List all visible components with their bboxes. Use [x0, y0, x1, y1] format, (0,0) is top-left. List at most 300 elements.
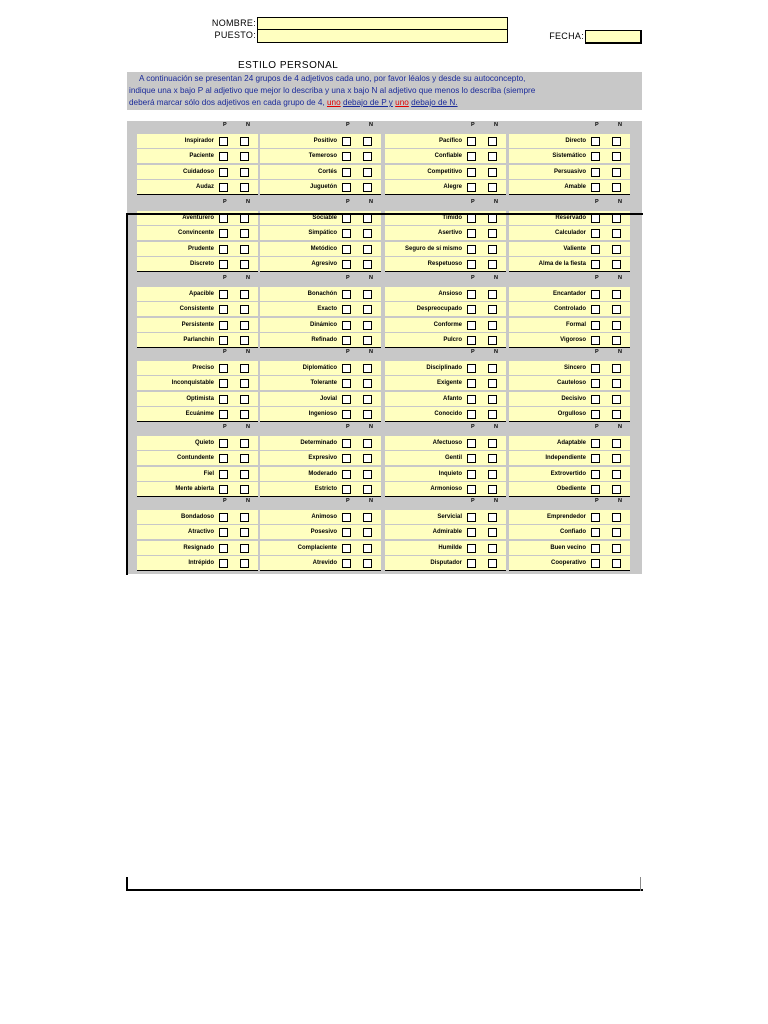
p-checkbox[interactable] [342, 137, 351, 146]
p-checkbox[interactable] [591, 260, 600, 269]
n-checkbox[interactable] [612, 245, 621, 254]
p-checkbox[interactable] [342, 305, 351, 314]
n-checkbox[interactable] [240, 214, 249, 223]
n-checkbox[interactable] [363, 137, 372, 146]
adjective-label: Humilde [438, 544, 462, 551]
n-checkbox[interactable] [363, 485, 372, 494]
n-checkbox[interactable] [488, 485, 497, 494]
p-checkbox[interactable] [467, 290, 476, 299]
n-checkbox[interactable] [612, 379, 621, 388]
fecha-label: FECHA: [549, 31, 584, 41]
n-checkbox[interactable] [240, 513, 249, 522]
n-checkbox[interactable] [240, 290, 249, 299]
p-checkbox[interactable] [467, 485, 476, 494]
p-checkbox[interactable] [219, 214, 228, 223]
n-checkbox[interactable] [240, 559, 249, 568]
n-checkbox[interactable] [612, 544, 621, 553]
p-checkbox[interactable] [467, 321, 476, 330]
p-checkbox[interactable] [591, 321, 600, 330]
n-checkbox[interactable] [488, 513, 497, 522]
n-column-label: N [369, 349, 373, 355]
p-checkbox[interactable] [591, 395, 600, 404]
n-checkbox[interactable] [363, 290, 372, 299]
p-checkbox[interactable] [467, 528, 476, 537]
adjective-label: Formal [565, 321, 586, 328]
p-checkbox[interactable] [591, 528, 600, 537]
adjective-label: Cuidadoso [183, 168, 214, 175]
p-column-label: P [471, 122, 475, 128]
p-checkbox[interactable] [467, 229, 476, 238]
adjective-label: Quieto [195, 440, 214, 446]
adjective-label: Estricto [314, 485, 337, 492]
p-checkbox[interactable] [342, 395, 351, 404]
n-checkbox[interactable] [240, 245, 249, 254]
p-checkbox[interactable] [342, 152, 351, 161]
p-column-label: P [346, 122, 350, 128]
n-checkbox[interactable] [240, 528, 249, 537]
adjective-label: Decisivo [561, 395, 586, 402]
n-checkbox[interactable] [240, 395, 249, 404]
p-checkbox[interactable] [219, 454, 228, 463]
n-checkbox[interactable] [363, 439, 372, 448]
adjective-label: Extrovertido [550, 470, 586, 477]
adjective-label: Ecuánime [185, 410, 214, 417]
p-checkbox[interactable] [591, 454, 600, 463]
n-checkbox[interactable] [240, 364, 249, 373]
p-checkbox[interactable] [591, 470, 600, 479]
p-column-label: P [471, 498, 475, 504]
n-checkbox[interactable] [363, 528, 372, 537]
n-checkbox[interactable] [363, 260, 372, 269]
n-checkbox[interactable] [488, 379, 497, 388]
page-title: ESTILO PERSONAL [238, 60, 339, 71]
n-checkbox[interactable] [363, 379, 372, 388]
adjective-label: Apacible [188, 291, 214, 297]
adjective-label: Orgulloso [557, 410, 586, 417]
n-checkbox[interactable] [612, 336, 621, 345]
adjective-label: Respetuoso [427, 260, 462, 267]
p-checkbox[interactable] [591, 137, 600, 146]
p-column-label: P [595, 424, 599, 430]
p-checkbox[interactable] [219, 183, 228, 192]
adjective-label: Alegre [443, 183, 462, 190]
n-checkbox[interactable] [363, 305, 372, 314]
p-checkbox[interactable] [467, 260, 476, 269]
n-checkbox[interactable] [488, 229, 497, 238]
p-column-label: P [595, 122, 599, 128]
p-checkbox[interactable] [342, 513, 351, 522]
p-checkbox[interactable] [219, 470, 228, 479]
n-checkbox[interactable] [488, 544, 497, 553]
p-column-label: P [471, 349, 475, 355]
n-checkbox[interactable] [240, 439, 249, 448]
n-checkbox[interactable] [363, 152, 372, 161]
p-checkbox[interactable] [342, 559, 351, 568]
adjective-label: Complaciente [297, 544, 337, 551]
p-checkbox[interactable] [467, 183, 476, 192]
p-checkbox[interactable] [467, 410, 476, 419]
adjective-label: Inquieto [438, 470, 462, 477]
n-checkbox[interactable] [240, 336, 249, 345]
p-checkbox[interactable] [219, 336, 228, 345]
n-checkbox[interactable] [612, 137, 621, 146]
n-checkbox[interactable] [612, 410, 621, 419]
p-checkbox[interactable] [591, 229, 600, 238]
p-checkbox[interactable] [342, 321, 351, 330]
p-checkbox[interactable] [467, 137, 476, 146]
n-checkbox[interactable] [488, 559, 497, 568]
adjective-label: Optimista [186, 395, 214, 402]
adjective-label: Prudente [187, 245, 214, 252]
n-checkbox[interactable] [240, 470, 249, 479]
n-checkbox[interactable] [363, 168, 372, 177]
p-column-label: P [223, 199, 227, 205]
p-checkbox[interactable] [591, 513, 600, 522]
adjective-label: Cooperativo [550, 559, 586, 566]
p-checkbox[interactable] [342, 410, 351, 419]
p-column-label: P [595, 275, 599, 281]
n-checkbox[interactable] [240, 485, 249, 494]
n-column-label: N [246, 424, 250, 430]
n-checkbox[interactable] [363, 544, 372, 553]
p-checkbox[interactable] [342, 245, 351, 254]
n-checkbox[interactable] [612, 485, 621, 494]
adjective-label: Despreocupado [416, 306, 462, 313]
p-checkbox[interactable] [467, 559, 476, 568]
adjective-label: Cortés [317, 168, 337, 175]
adjective-label: Alma de la fiesta [538, 260, 586, 267]
adjective-label: Simpático [308, 230, 337, 237]
p-checkbox[interactable] [467, 454, 476, 463]
n-checkbox[interactable] [363, 214, 372, 223]
n-checkbox[interactable] [612, 395, 621, 404]
n-checkbox[interactable] [612, 290, 621, 299]
n-checkbox[interactable] [488, 395, 497, 404]
adjective-label: Audaz [196, 183, 214, 190]
p-checkbox[interactable] [591, 336, 600, 345]
adjective-label: Valiente [563, 245, 586, 252]
adjective-label: Animoso [311, 514, 337, 520]
adjective-label: Disputador [430, 559, 462, 566]
n-checkbox[interactable] [612, 152, 621, 161]
n-checkbox[interactable] [240, 379, 249, 388]
p-checkbox[interactable] [591, 439, 600, 448]
p-checkbox[interactable] [467, 214, 476, 223]
p-checkbox[interactable] [467, 470, 476, 479]
p-checkbox[interactable] [591, 485, 600, 494]
n-column-label: N [618, 275, 622, 281]
bottom-border-line [126, 889, 643, 891]
adjective-label: Inconquistable [171, 380, 214, 387]
n-checkbox[interactable] [240, 229, 249, 238]
n-checkbox[interactable] [363, 410, 372, 419]
p-checkbox[interactable] [219, 485, 228, 494]
adjective-label: Metódico [310, 245, 337, 252]
p-checkbox[interactable] [219, 513, 228, 522]
p-checkbox[interactable] [342, 290, 351, 299]
n-checkbox[interactable] [488, 410, 497, 419]
p-checkbox[interactable] [219, 410, 228, 419]
adjective-label: Convincente [177, 230, 214, 237]
p-checkbox[interactable] [467, 439, 476, 448]
adjective-label: Calculador [554, 230, 586, 237]
n-column-label: N [246, 122, 250, 128]
p-checkbox[interactable] [342, 229, 351, 238]
adjective-label: Reservado [555, 215, 586, 221]
n-checkbox[interactable] [612, 454, 621, 463]
n-checkbox[interactable] [612, 168, 621, 177]
p-checkbox[interactable] [342, 454, 351, 463]
n-checkbox[interactable] [240, 321, 249, 330]
p-checkbox[interactable] [342, 183, 351, 192]
p-checkbox[interactable] [219, 559, 228, 568]
adjective-label: Expresivo [308, 455, 337, 462]
adjective-label: Confiado [560, 529, 586, 536]
p-checkbox[interactable] [219, 137, 228, 146]
n-checkbox[interactable] [488, 470, 497, 479]
n-checkbox[interactable] [488, 260, 497, 269]
p-checkbox[interactable] [467, 513, 476, 522]
n-checkbox[interactable] [612, 439, 621, 448]
p-checkbox[interactable] [342, 214, 351, 223]
adjective-label: Amable [564, 183, 586, 190]
adjective-label: Servicial [437, 514, 462, 520]
n-checkbox[interactable] [488, 364, 497, 373]
adjective-label: Discreto [189, 260, 214, 267]
n-column-label: N [369, 122, 373, 128]
p-column-label: P [346, 199, 350, 205]
p-column-label: P [223, 349, 227, 355]
adjective-label: Refinado [311, 336, 337, 343]
n-checkbox[interactable] [488, 183, 497, 192]
n-checkbox[interactable] [612, 470, 621, 479]
p-checkbox[interactable] [467, 168, 476, 177]
n-checkbox[interactable] [612, 321, 621, 330]
left-border-line [126, 214, 128, 575]
p-checkbox[interactable] [591, 305, 600, 314]
n-checkbox[interactable] [363, 183, 372, 192]
puesto-field[interactable] [257, 29, 508, 43]
n-checkbox[interactable] [240, 544, 249, 553]
p-checkbox[interactable] [219, 321, 228, 330]
p-checkbox[interactable] [342, 439, 351, 448]
p-checkbox[interactable] [219, 245, 228, 254]
n-checkbox[interactable] [488, 152, 497, 161]
adjective-label: Resignado [183, 544, 214, 551]
p-checkbox[interactable] [219, 395, 228, 404]
p-checkbox[interactable] [591, 245, 600, 254]
adjective-label: Aventurero [182, 215, 214, 221]
adjective-label: Controlado [554, 306, 586, 313]
p-checkbox[interactable] [342, 544, 351, 553]
p-checkbox[interactable] [591, 559, 600, 568]
adjective-label: Emprendedor [546, 514, 586, 520]
p-checkbox[interactable] [219, 229, 228, 238]
p-checkbox[interactable] [591, 183, 600, 192]
adjective-label: Obediente [556, 485, 586, 492]
adjective-label: Mente abierta [175, 485, 214, 492]
p-checkbox[interactable] [342, 364, 351, 373]
n-checkbox[interactable] [240, 168, 249, 177]
n-checkbox[interactable] [363, 245, 372, 254]
n-column-label: N [369, 199, 373, 205]
adjective-label: Exacto [317, 306, 337, 313]
adjective-label: Asertivo [437, 230, 462, 237]
n-column-label: N [369, 275, 373, 281]
n-checkbox[interactable] [612, 559, 621, 568]
n-column-label: N [618, 349, 622, 355]
n-checkbox[interactable] [240, 137, 249, 146]
p-checkbox[interactable] [219, 152, 228, 161]
n-checkbox[interactable] [612, 364, 621, 373]
n-checkbox[interactable] [363, 395, 372, 404]
p-checkbox[interactable] [591, 544, 600, 553]
p-checkbox[interactable] [219, 528, 228, 537]
adjective-label: Agresivo [311, 260, 337, 267]
p-checkbox[interactable] [219, 544, 228, 553]
adjective-label: Moderado [308, 470, 337, 477]
n-checkbox[interactable] [363, 229, 372, 238]
n-checkbox[interactable] [612, 260, 621, 269]
p-checkbox[interactable] [342, 379, 351, 388]
p-column-label: P [595, 498, 599, 504]
n-checkbox[interactable] [612, 229, 621, 238]
divider-line [126, 213, 643, 215]
p-checkbox[interactable] [591, 214, 600, 223]
n-checkbox[interactable] [488, 290, 497, 299]
adjective-label: Temeroso [308, 153, 337, 160]
n-checkbox[interactable] [488, 454, 497, 463]
n-checkbox[interactable] [363, 336, 372, 345]
adjective-label: Persuasivo [553, 168, 586, 175]
p-checkbox[interactable] [591, 290, 600, 299]
p-checkbox[interactable] [467, 305, 476, 314]
n-checkbox[interactable] [612, 528, 621, 537]
n-checkbox[interactable] [240, 260, 249, 269]
adjective-label: Preciso [192, 365, 214, 371]
p-checkbox[interactable] [591, 379, 600, 388]
p-checkbox[interactable] [591, 364, 600, 373]
adjective-label: Sociable [312, 215, 337, 221]
n-checkbox[interactable] [240, 183, 249, 192]
adjective-label: Disciplinado [426, 365, 462, 371]
adjective-label: Afectuoso [432, 440, 462, 446]
p-checkbox[interactable] [467, 379, 476, 388]
instructions-line-3: deberá marcar sólo dos adjetivos en cada grupo de 4, uno debajo de P y uno debajo de N. [129, 98, 458, 107]
p-checkbox[interactable] [219, 364, 228, 373]
p-checkbox[interactable] [591, 152, 600, 161]
p-checkbox[interactable] [467, 336, 476, 345]
n-checkbox[interactable] [363, 454, 372, 463]
p-checkbox[interactable] [591, 168, 600, 177]
n-column-label: N [246, 275, 250, 281]
n-checkbox[interactable] [240, 152, 249, 161]
adjective-label: Persistente [181, 321, 214, 328]
n-checkbox[interactable] [363, 364, 372, 373]
n-checkbox[interactable] [363, 470, 372, 479]
n-checkbox[interactable] [612, 214, 621, 223]
p-column-label: P [223, 424, 227, 430]
n-checkbox[interactable] [488, 321, 497, 330]
p-checkbox[interactable] [342, 485, 351, 494]
puesto-label: PUESTO: [214, 30, 256, 40]
adjective-label: Atrevido [312, 559, 337, 566]
adjective-label: Bonachón [307, 291, 337, 297]
p-checkbox[interactable] [467, 364, 476, 373]
n-checkbox[interactable] [612, 513, 621, 522]
adjective-label: Cauteloso [556, 380, 586, 387]
p-checkbox[interactable] [342, 168, 351, 177]
n-checkbox[interactable] [363, 321, 372, 330]
n-checkbox[interactable] [612, 305, 621, 314]
nombre-label: NOMBRE: [211, 18, 256, 28]
n-checkbox[interactable] [240, 454, 249, 463]
adjective-label: Positivo [313, 138, 337, 144]
p-column-label: P [223, 122, 227, 128]
adjective-label: Competitivo [427, 168, 462, 175]
fecha-field[interactable] [585, 30, 642, 44]
p-checkbox[interactable] [219, 290, 228, 299]
p-column-label: P [223, 498, 227, 504]
n-checkbox[interactable] [612, 183, 621, 192]
n-checkbox[interactable] [488, 245, 497, 254]
p-column-label: P [346, 349, 350, 355]
adjective-label: Adaptable [556, 440, 586, 446]
n-checkbox[interactable] [363, 559, 372, 568]
adjective-label: Inspirador [184, 138, 214, 144]
p-checkbox[interactable] [467, 395, 476, 404]
n-column-label: N [618, 122, 622, 128]
n-checkbox[interactable] [488, 336, 497, 345]
n-column-label: N [494, 424, 498, 430]
adjective-label: Sistemático [552, 153, 586, 160]
adjective-label: Sincero [563, 365, 586, 371]
n-checkbox[interactable] [488, 137, 497, 146]
p-checkbox[interactable] [219, 260, 228, 269]
adjective-label: Atractivo [187, 529, 214, 536]
p-checkbox[interactable] [342, 528, 351, 537]
p-checkbox[interactable] [342, 470, 351, 479]
p-checkbox[interactable] [591, 410, 600, 419]
p-checkbox[interactable] [219, 379, 228, 388]
n-checkbox[interactable] [488, 528, 497, 537]
p-checkbox[interactable] [467, 544, 476, 553]
p-column-label: P [595, 199, 599, 205]
p-checkbox[interactable] [467, 245, 476, 254]
n-checkbox[interactable] [488, 439, 497, 448]
p-checkbox[interactable] [342, 260, 351, 269]
p-checkbox[interactable] [219, 439, 228, 448]
adjective-label: Admirable [432, 529, 462, 536]
n-column-label: N [369, 424, 373, 430]
n-checkbox[interactable] [488, 305, 497, 314]
n-checkbox[interactable] [363, 513, 372, 522]
p-column-label: P [223, 275, 227, 281]
n-checkbox[interactable] [488, 214, 497, 223]
p-checkbox[interactable] [219, 305, 228, 314]
n-checkbox[interactable] [240, 305, 249, 314]
p-column-label: P [471, 199, 475, 205]
n-column-label: N [494, 122, 498, 128]
adjective-label: Vigoroso [560, 336, 586, 343]
adjective-label: Dinámico [309, 321, 337, 328]
p-column-label: P [346, 424, 350, 430]
n-checkbox[interactable] [240, 410, 249, 419]
n-checkbox[interactable] [488, 168, 497, 177]
p-checkbox[interactable] [467, 152, 476, 161]
p-checkbox[interactable] [219, 168, 228, 177]
p-checkbox[interactable] [342, 336, 351, 345]
